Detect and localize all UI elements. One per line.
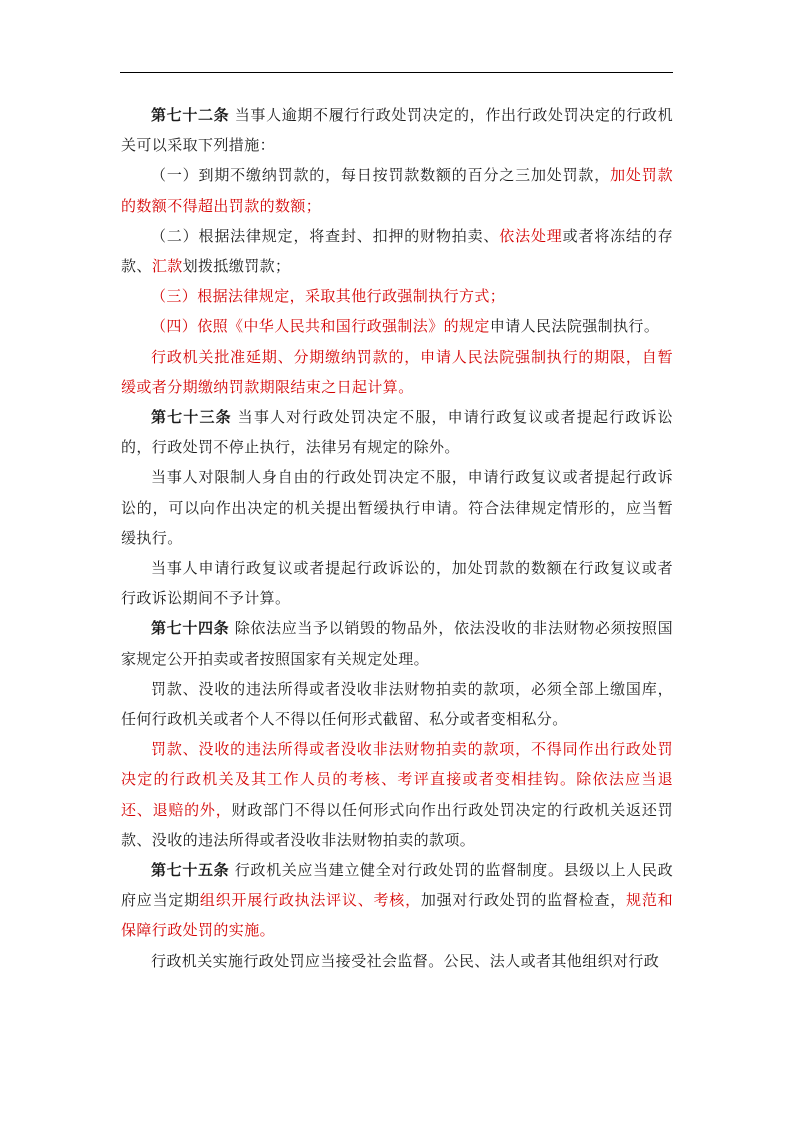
measure-1 <box>121 160 673 220</box>
text-run: 除依法应当予以销毁的物品外，依法没收的非法财物必须按照国家规定公开拍卖或者按照国家有关规定处理。 <box>121 619 673 668</box>
amended-text: 行政机关批准延期、分期缴纳罚款的，申请人民法院强制执行的期限，自暂缓或者分期缴纳罚款期限结束之日起计算。 <box>121 347 673 396</box>
article-75-clause-2 <box>121 946 673 976</box>
article-label: 第七十二条 <box>151 106 230 124</box>
article-75-intro <box>121 855 673 946</box>
article-72-intro <box>121 100 673 160</box>
measure-4 <box>121 311 673 341</box>
text-run: 当事人对限制人身自由的行政处罚决定不服，申请行政复议或者提起行政诉讼的，可以向作出决定的机关提出暂缓执行申请。符合法律规定情形的，应当暂缓执行。 <box>121 468 673 547</box>
amended-text: （三）根据法律规定，采取其他行政强制执行方式； <box>151 287 506 306</box>
article-73-clause-2 <box>121 462 673 553</box>
text-run: 申请人民法院强制执行。 <box>489 317 660 336</box>
article-74-clause-2 <box>121 674 673 734</box>
text-run: 划拨抵缴罚款； <box>182 257 291 276</box>
text-run: 行政机关实施行政处罚应当接受社会监督。公民、法人或者其他组织对行政 <box>151 951 660 970</box>
header-rule <box>120 72 673 73</box>
amended-text: 汇款 <box>151 257 183 276</box>
article-label: 第七十五条 <box>151 861 230 880</box>
measure-3 <box>121 281 673 311</box>
text-run: （一）到期不缴纳罚款的，每日按罚款数额的百分之三加处罚款， <box>151 166 611 185</box>
text-run: 当事人逾期不履行行政处罚决定的，作出行政处罚决定的行政机关可以采取下列措施： <box>121 106 673 155</box>
amended-text: （四）依照《中华人民共和国行政强制法》的规定 <box>151 317 490 336</box>
article-label: 第七十三条 <box>151 408 232 427</box>
amended-text: 依法处理 <box>499 226 563 245</box>
text-run: 当事人申请行政复议或者提起行政诉讼的，加处罚款的数额在行政复议或者行政诉讼期间不予计算。 <box>121 559 673 608</box>
amended-text: 组织开展行政执法评议、考核， <box>199 891 421 910</box>
article-72-clause-2 <box>121 342 673 402</box>
text-run: 财政部门不得以任何形式向作出行政处罚决定的行政机关返还罚款、没收的违法所得或者没收非法财物拍卖的款项。 <box>121 800 673 849</box>
article-74-intro <box>121 613 673 673</box>
amended-text: 罚款、没收的违法所得或者没收非法财物拍卖的款项，不得同作出行政处罚决定的行政机关及其工作人员的考核、考评直接或者变相挂钩。除依法应当退还、退赔的外， <box>121 740 673 819</box>
article-73-clause-3 <box>121 553 673 613</box>
text-run: （二）根据法律规定，将查封、扣押的财物拍卖、 <box>151 226 500 245</box>
amended-text: 加处罚款的数额不得超出罚款的数额； <box>121 166 673 215</box>
text-run: 当事人对行政处罚决定不服，申请行政复议或者提起行政诉讼的，行政处罚不停止执行，法律另有规定的除外。 <box>121 408 673 457</box>
document-body <box>121 100 673 976</box>
article-74-clause-3 <box>121 734 673 855</box>
text-run: 罚款、没收的违法所得或者没收非法财物拍卖的款项，必须全部上缴国库，任何行政机关或者个人不得以任何形式截留、私分或者变相私分。 <box>121 679 673 729</box>
text-run: 或者将冻结的存款、 <box>121 226 673 276</box>
article-label: 第七十四条 <box>151 619 230 638</box>
measure-2 <box>121 221 673 281</box>
text-run: 行政机关应当建立健全对行政处罚的监督制度。县级以上人民政府应当定期 <box>121 861 673 910</box>
text-run: 加强对行政处罚的监督检查， <box>420 891 627 910</box>
article-73-intro <box>121 402 673 462</box>
amended-text: 规范和保障行政处罚的实施。 <box>121 891 674 940</box>
